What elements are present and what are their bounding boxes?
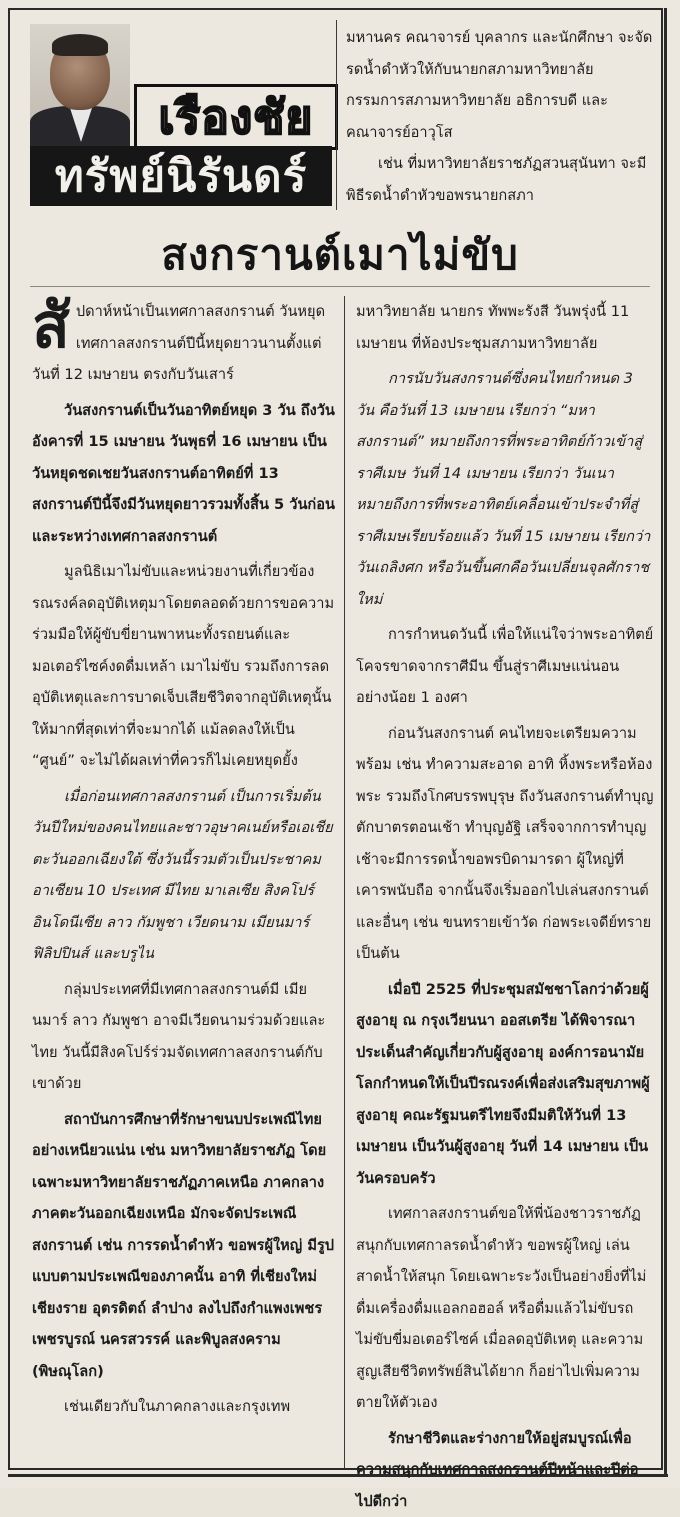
column-masthead xyxy=(30,24,332,206)
column-divider-top xyxy=(336,20,337,210)
right-column xyxy=(356,296,654,1468)
paragraph: สถาบันการศึกษาที่รักษาขนบประเพณีไทยอย่างเหนียวแน่น เช่น มหาวิทยาลัยราชภัฏ โดยเฉพาะมหาวิทยาลัยราชภัฏภาคเหนือ ภาคกลาง ภาคตะวันออกเฉียงเหนือ มักจะจัดประเพณีสงกรานต์ เช่น การรดน้ำดำหัว ขอพรผู้ใหญ่ มีรูปแบบตามประเพณีของภาคนั้น อาทิ ที่เชียงใหม่ เชียงราย อุตรดิตถ์ ลำปาง ลงไปถึงกำแพงเพชร เพชรบูรณ์ นครสวรรค์ และพิบูลสงคราม (พิษณุโลก) xyxy=(32,1104,338,1388)
article-headline: สงกรานต์เมาไม่ขับ xyxy=(30,222,650,288)
paragraph: มูลนิธิเมาไม่ขับและหน่วยงานที่เกี่ยวข้องรณรงค์ลดอุบัติเหตุมาโดยตลอดด้วยการขอความร่วมมือให้ผู้ขับขี่ยานพาหนะทั้งรถยนต์และมอเตอร์ไซค์งดดื่มเหล้า เมาไม่ขับ รวมถึงการลดอุบัติเหตุและการบาดเจ็บเสียชีวิตจากอุบัติเหตุนั้นให้มากที่สุดเท่าที่จะมากได้ แม้ลดลงให้เป็น “ศูนย์” จะไม่ได้ผลเท่าที่ควรก็ไม่เคยหยุดยั้ง xyxy=(32,556,338,777)
column-divider xyxy=(344,296,345,1468)
paragraph: เช่น ที่มหาวิทยาลัยราชภัฏสวนสุนันทา จะมีพิธีรดน้ำดำหัวขอพรนายกสภา xyxy=(346,148,654,211)
paragraph: มหานคร คณาจารย์ บุคลากร และนักศึกษา จะจัดรดน้ำดำหัวให้กับนายกสภามหาวิทยาลัย กรรมการสภามหาวิทยาลัย อธิการบดี และคณาจารย์อาวุโส xyxy=(346,22,654,148)
headline-rule xyxy=(30,286,650,287)
columnist-last-name: ทรัพย์นิรันดร์ xyxy=(30,146,332,206)
paragraph: มหาวิทยาลัย นายกร ทัพพะรังสี วันพรุ่งนี้ 11 เมษายน ที่ห้องประชุมสภามหาวิทยาลัย xyxy=(356,296,654,359)
paragraph: เทศกาลสงกรานต์ขอให้พี่น้องชาวราชภัฏสนุกกับเทศกาลรดน้ำดำหัว ขอพรผู้ใหญ่ เล่นสาดน้ำให้สนุก โดยเฉพาะระวังเป็นอย่างยิ่งที่ไม่ดื่มเครื่องดื่มแอลกอฮอล์ หรือดื่มแล้วไม่ขับรถ ไม่ขับขี่มอเตอร์ไซค์ เมื่อลดอุบัติเหตุ และความสูญเสียชีวิตทรัพย์สินได้ยาก ก็อย่าไปเพิ่มความตายให้ตัวเอง xyxy=(356,1198,654,1419)
paragraph: การนับวันสงกรานต์ซึ่งคนไทยกำหนด 3 วัน คือวันที่ 13 เมษายน เรียกว่า “มหาสงกรานต์” หมายถึงการที่พระอาทิตย์ก้าวเข้าสู่ราศีเมษ วันที่ 14 เมษายน เรียกว่า วันเนา หมายถึงการที่พระอาทิตย์เคลื่อนเข้าประจำที่สู่ราศีเมษเรียบร้อยแล้ว วันที่ 15 เมษายน เรียกว่า วันเถลิงศก หรือวันขึ้นศกคือวันเปลี่ยนจุลศักราชใหม่ xyxy=(356,363,654,615)
columnist-photo xyxy=(30,24,130,142)
paragraph: เมื่อปี 2525 ที่ประชุมสมัชชาโลกว่าด้วยผู้สูงอายุ ณ กรุงเวียนนา ออสเตรีย ได้พิจารณาประเด็นสำคัญเกี่ยวกับผู้สูงอายุ องค์การอนามัยโลกกำหนดให้เป็นปีรณรงค์เพื่อส่งเสริมสุขภาพผู้สูงอายุ คณะรัฐมนตรีไทยจึงมีมติให้วันที่ 13 เมษายน เป็นวันผู้สูงอายุ วันที่ 14 เมษายน เป็นวันครอบครัว xyxy=(356,974,654,1195)
right-rule xyxy=(664,8,667,1476)
paragraph: การกำหนดวันนี้ เพื่อให้แน่ใจว่าพระอาทิตย์โคจรขาดจากราศีมีน ขึ้นสู่ราศีเมษแน่นอน อย่างน้อย 1 องศา xyxy=(356,619,654,714)
paragraph: รักษาชีวิตและร่างกายให้อยู่สมบูรณ์เพื่อความสนุกกับเทศกาลสงกรานต์ปีหน้าและปีต่อไปดีกว่า xyxy=(356,1423,654,1517)
drop-cap: สั xyxy=(32,296,70,356)
columnist-first-name: เรืองชัย xyxy=(134,84,338,150)
paragraph: สัปดาห์หน้าเป็นเทศกาลสงกรานต์ วันหยุดเทศกาลสงกรานต์ปีนี้หยุดยาวนานตั้งแต่วันที่ 12 เมษายน ตรงกับวันเสาร์ xyxy=(32,296,338,391)
paragraph: เช่นเดียวกับในภาคกลางและกรุงเทพ xyxy=(32,1391,338,1423)
paragraph: ก่อนวันสงกรานต์ คนไทยจะเตรียมความพร้อม เช่น ทำความสะอาด อาทิ หิ้งพระหรือห้องพระ รวมถึงโกศบรรพบุรุษ ถึงวันสงกรานต์ทำบุญตักบาตรตอนเช้า ทำบุญอัฐิ เสร็จจากการทำบุญเช้าจะมีการรดน้ำขอพรบิดามารดา ผู้ใหญ่ที่เคารพนับถือ จากนั้นจึงเริ่มออกไปเล่นสงกรานต์ และอื่นๆ เช่น ขนทรายเข้าวัด ก่อพระเจดีย์ทราย เป็นต้น xyxy=(356,718,654,970)
paragraph: วันสงกรานต์เป็นวันอาทิตย์หยุด 3 วัน ถึงวันอังคารที่ 15 เมษายน วันพุธที่ 16 เมษายน เป็นวันหยุดชดเชยวันสงกรานต์อาทิตย์ที่ 13 สงกรานต์ปีนี้จึงมีวันหยุดยาวรวมทั้งสิ้น 5 วันก่อนและระหว่างเทศกาลสงกรานต์ xyxy=(32,395,338,553)
top-right-column xyxy=(346,22,654,212)
left-column xyxy=(32,296,338,1468)
paragraph: กลุ่มประเทศที่มีเทศกาลสงกรานต์มี เมียนมาร์ ลาว กัมพูชา อาจมีเวียดนามร่วมด้วยและไทย วันนี้มีสิงคโปร์ร่วมจัดเทศกาลสงกรานต์กับเขาด้วย xyxy=(32,974,338,1100)
paragraph: เมื่อก่อนเทศกาลสงกรานต์ เป็นการเริ่มต้นวันปีใหม่ของคนไทยและชาวอุษาคเนย์หรือเอเชียตะวันออกเฉียงใต้ ซึ่งวันนี้รวมตัวเป็นประชาคมอาเซียน 10 ประเทศ มีไทย มาเลเซีย สิงคโปร์ อินโดนีเซีย ลาว กัมพูชา เวียดนาม เมียนมาร์ ฟิลิปปินส์ และบรูไน xyxy=(32,781,338,970)
